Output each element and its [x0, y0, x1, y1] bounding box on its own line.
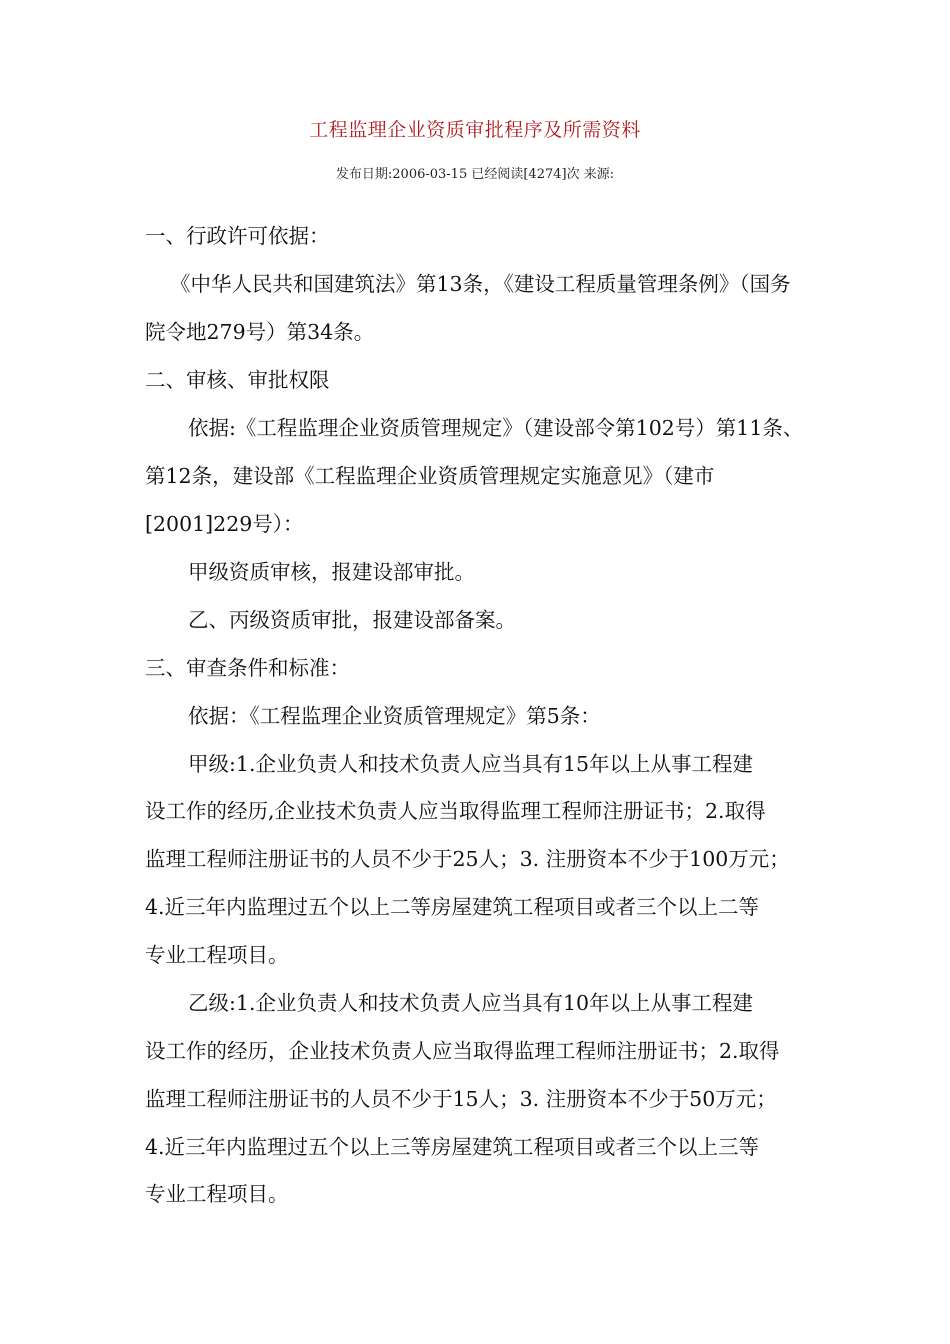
- paragraph-line: 甲级:1.企业负责人和技术负责人应当具有15年以上从事工程建: [188, 752, 754, 776]
- paragraph-line: 监理工程师注册证书的人员不少于15人；3. 注册资本不少于50万元；: [145, 1087, 777, 1111]
- paragraph-line: 乙、丙级资质审批，报建设部备案。: [188, 608, 516, 632]
- paragraph-line: 4.近三年内监理过五个以上二等房屋建筑工程项目或者三个以上二等: [145, 895, 760, 919]
- page-title: 工程监理企业资质审批程序及所需资料: [309, 119, 641, 141]
- paragraph-line: 乙级:1.企业负责人和技术负责人应当具有10年以上从事工程建: [188, 991, 754, 1015]
- paragraph-line: 专业工程项目。: [145, 1182, 289, 1206]
- paragraph-line: 设工作的经历,企业技术负责人应当取得监理工程师注册证书；2.取得: [145, 799, 766, 823]
- paragraph-line: 第12条，建设部《工程监理企业资质管理规定实施意见》（建市: [145, 464, 715, 488]
- paragraph-line: 院令地279号）第34条。: [145, 320, 375, 344]
- paragraph-line: [2001]229号）：: [145, 512, 304, 536]
- paragraph-line: 《中华人民共和国建筑法》第13条，《建设工程质量管理条例》（国务: [170, 272, 791, 296]
- publish-meta: 发布日期:2006-03-15 已经阅读[4274]次 来源:: [335, 167, 615, 182]
- paragraph-line: 依据:《工程监理企业资质管理规定》（建设部令第102号）第11条、: [188, 416, 804, 440]
- paragraph-line: 设工作的经历，企业技术负责人应当取得监理工程师注册证书；2.取得: [145, 1039, 780, 1063]
- section-heading-3: 三、审查条件和标准：: [145, 656, 350, 680]
- paragraph-line: 专业工程项目。: [145, 943, 289, 967]
- paragraph-line: 4.近三年内监理过五个以上三等房屋建筑工程项目或者三个以上三等: [145, 1135, 760, 1159]
- section-heading-2: 二、审核、审批权限: [145, 368, 330, 392]
- paragraph-line: 依据：《工程监理企业资质管理规定》第5条：: [188, 704, 601, 728]
- paragraph-line: 甲级资质审核，报建设部审批。: [188, 560, 475, 584]
- paragraph-line: 监理工程师注册证书的人员不少于25人；3. 注册资本不少于100万元；: [145, 847, 790, 871]
- section-heading-1: 一、行政许可依据：: [145, 224, 330, 248]
